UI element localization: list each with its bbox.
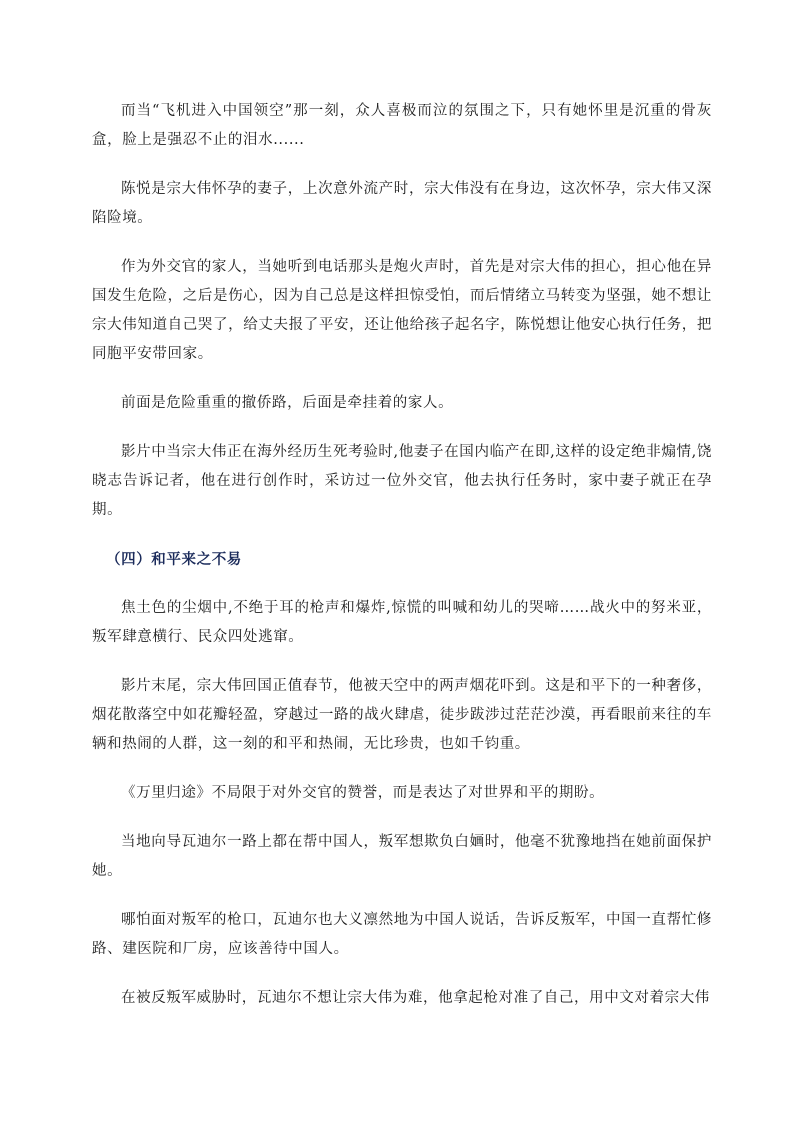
section-heading: （四）和平来之不易 xyxy=(106,551,242,568)
document-body xyxy=(92,97,712,1033)
paragraph-chen-yue: 陈悦是宗大伟怀孕的妻子，上次意外流产时，宗大伟没有在身边，这次怀孕，宗大伟又深陷险境。 xyxy=(92,181,712,226)
paragraph-war-scene: 焦土色的尘烟中,不绝于耳的枪声和爆炸,惊慌的叫喊和幼儿的哭啼……战火中的努米亚，叛军肆意横行、民众四处逃窜。 xyxy=(92,600,712,645)
paragraph-fireworks: 影片末尾，宗大伟回国正值春节，他被天空中的两声烟花吓到。这是和平下的一种奢侈，烟花散落空中如花瓣轻盈，穿越过一路的战火肆虐，徒步跋涉过茫茫沙漠，再看眼前来往的车辆和热闹的人群，这一刻的和平和热闹，无比珍贵，也如千钧重。 xyxy=(92,678,712,752)
paragraph-diplomat-family: 作为外交官的家人，当她听到电话那头是炮火声时，首先是对宗大伟的担心，担心他在异国发生危险，之后是伤心，因为自己总是这样担惊受怕，而后情绪立马转变为坚强，她不想让宗大伟知道自己哭了，给丈夫报了平安，还让他给孩子起名字，陈悦想让他安心执行任务，把同胞平安带回家。 xyxy=(92,259,712,362)
paragraph-wadier-threat: 在被反叛军威胁时，瓦迪尔不想让宗大伟为难，他拿起枪对准了自己，用中文对着宗大伟 xyxy=(121,990,710,1006)
paragraph-director-interview: 影片中当宗大伟正在海外经历生死考验时,他妻子在国内临产在即,这样的设定绝非煽情,饶晓志告诉记者，他在进行创作时，采访过一位外交官，他去执行任务时，家中妻子就正在孕期。 xyxy=(92,444,712,518)
paragraph-wadier-speaks: 哪怕面对叛军的枪口，瓦迪尔也大义凛然地为中国人说话，告诉反叛军，中国一直帮忙修路、建医院和厂房，应该善待中国人。 xyxy=(92,912,712,957)
paragraph-guide-wadier: 当地向导瓦迪尔一路上都在帮中国人，叛军想欺负白婳时，他毫不犹豫地挡在她前面保护她。 xyxy=(92,834,712,879)
paragraph-evacuation-road: 前面是危险重重的撤侨路，后面是牵挂着的家人。 xyxy=(121,395,454,411)
paragraph-urn: 而当“飞机进入中国领空”那一刻，众人喜极而泣的氛围之下，只有她怀里是沉重的骨灰盒，脸上是强忍不止的泪水...... xyxy=(92,103,712,148)
paragraph-world-peace: 《万里归途》不局限于对外交官的赞誉，而是表达了对世界和平的期盼。 xyxy=(121,785,605,801)
